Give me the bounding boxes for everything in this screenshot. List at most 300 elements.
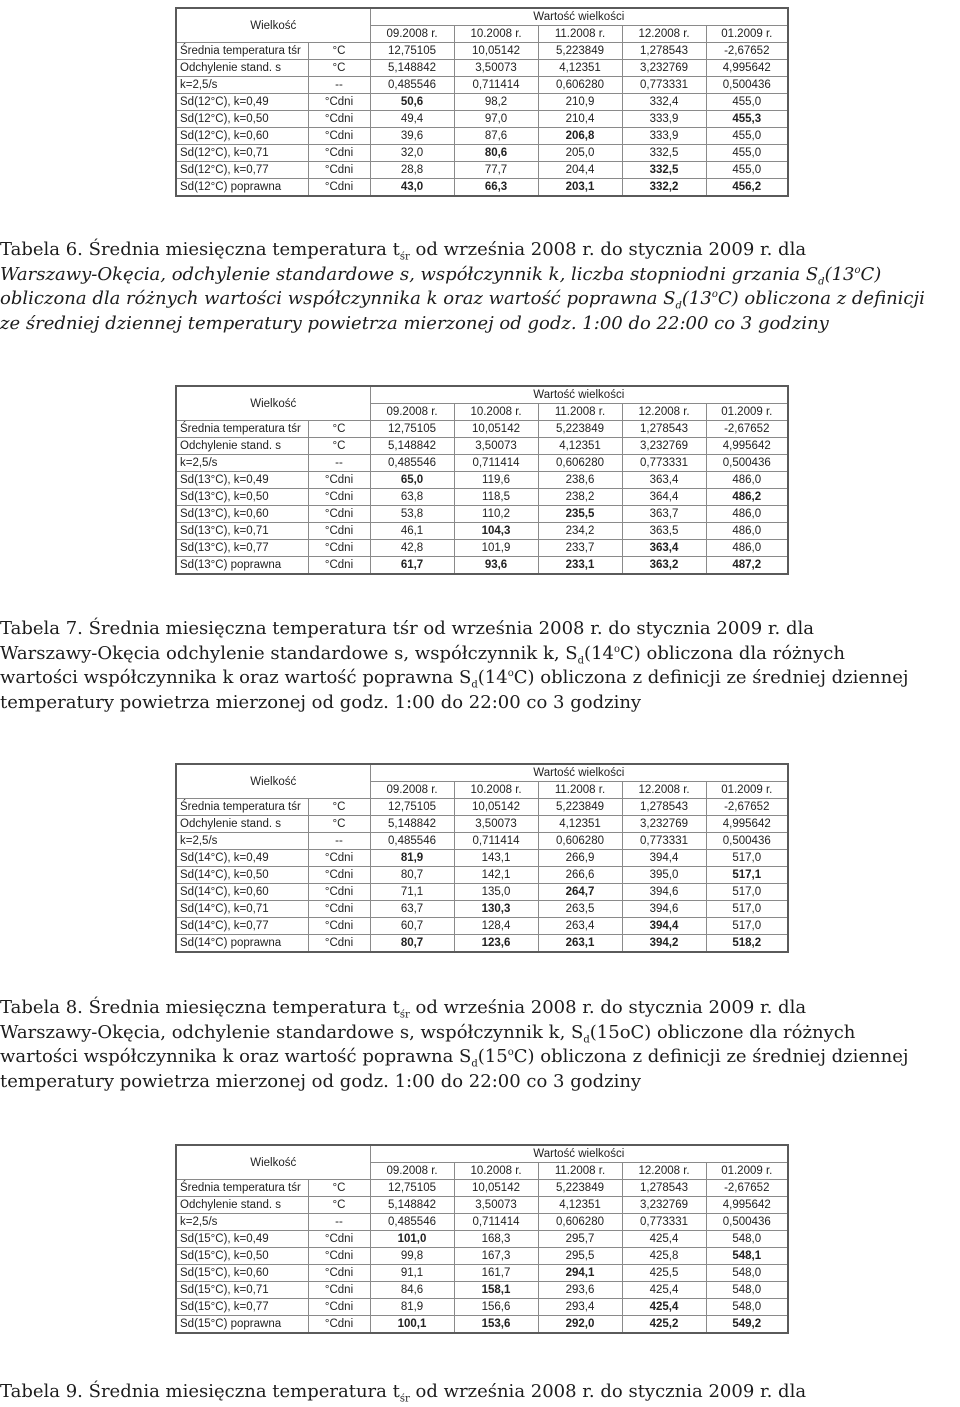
row-label: Średnia temperatura tśr — [176, 1180, 308, 1197]
table-row — [176, 850, 788, 867]
value-cell: 60,7 — [370, 918, 454, 935]
row-label: Sd(13°C), k=0,50 — [176, 489, 308, 506]
row-label: Sd(14°C), k=0,60 — [176, 884, 308, 901]
header-values: Wartość wielkości — [370, 8, 788, 26]
table-row — [176, 557, 788, 575]
row-label: Średnia temperatura tśr — [176, 799, 308, 816]
month-header: 11.2008 r. — [538, 26, 622, 43]
caption-text: (15oC) obliczone dla różnych — [589, 1021, 856, 1043]
value-cell: 98,2 — [454, 94, 538, 111]
value-cell: 4,12351 — [538, 816, 622, 833]
value-cell: 548,1 — [706, 1248, 788, 1265]
month-header: 12.2008 r. — [622, 1163, 706, 1180]
table-row — [176, 506, 788, 523]
value-cell: 4,12351 — [538, 438, 622, 455]
value-cell: 486,2 — [706, 489, 788, 506]
value-cell: 5,223849 — [538, 421, 622, 438]
value-cell: 363,7 — [622, 506, 706, 523]
row-unit: °Cdni — [308, 884, 370, 901]
table-row — [176, 179, 788, 197]
value-cell: 5,148842 — [370, 60, 454, 77]
value-cell: 486,0 — [706, 506, 788, 523]
value-cell: 5,223849 — [538, 1180, 622, 1197]
table-row — [176, 60, 788, 77]
caption-superscript: o — [613, 643, 621, 655]
value-cell: 332,2 — [622, 179, 706, 197]
value-cell: 455,0 — [706, 145, 788, 162]
value-cell: 455,3 — [706, 111, 788, 128]
value-cell: 293,4 — [538, 1299, 622, 1316]
value-cell: 0,773331 — [622, 77, 706, 94]
value-cell: 486,0 — [706, 472, 788, 489]
value-cell: 425,4 — [622, 1299, 706, 1316]
row-label: Odchylenie stand. s — [176, 816, 308, 833]
row-unit: °Cdni — [308, 111, 370, 128]
value-cell: 3,50073 — [454, 816, 538, 833]
month-header: 01.2009 r. — [706, 1163, 788, 1180]
value-cell: 455,0 — [706, 128, 788, 145]
value-cell: 205,0 — [538, 145, 622, 162]
value-cell: 363,4 — [622, 540, 706, 557]
row-unit: °C — [308, 438, 370, 455]
row-label: Sd(12°C), k=0,49 — [176, 94, 308, 111]
value-cell: 548,0 — [706, 1231, 788, 1248]
value-cell: 110,2 — [454, 506, 538, 523]
value-cell: 80,7 — [370, 935, 454, 953]
value-cell: 0,711414 — [454, 833, 538, 850]
month-header: 01.2009 r. — [706, 26, 788, 43]
value-cell: 4,995642 — [706, 816, 788, 833]
value-cell: 101,0 — [370, 1231, 454, 1248]
value-cell: 84,6 — [370, 1282, 454, 1299]
row-label: k=2,5/s — [176, 77, 308, 94]
row-unit: °Cdni — [308, 1299, 370, 1316]
caption-text: od września 2008 r. do stycznia 2009 r. dla — [409, 997, 807, 1018]
value-cell: 517,0 — [706, 850, 788, 867]
row-unit: °Cdni — [308, 145, 370, 162]
value-cell: 332,4 — [622, 94, 706, 111]
value-cell: 5,148842 — [370, 1197, 454, 1214]
caption-text: C) obliczona dla różnych — [620, 642, 845, 664]
value-cell: 1,278543 — [622, 1180, 706, 1197]
value-cell: 425,5 — [622, 1265, 706, 1282]
value-cell: 263,4 — [538, 918, 622, 935]
value-cell: 135,0 — [454, 884, 538, 901]
caption-text: C) obliczona z definicji — [717, 288, 925, 309]
caption-superscript: o — [711, 289, 718, 300]
caption-tabela-6 — [0, 238, 960, 336]
value-cell: 66,3 — [454, 179, 538, 197]
caption-subscript: śr — [399, 251, 410, 263]
value-cell: 0,485546 — [370, 77, 454, 94]
caption-text: wartości współczynnika k oraz wartość poprawna S — [0, 1046, 472, 1067]
value-cell: 363,2 — [622, 557, 706, 575]
value-cell: 210,9 — [538, 94, 622, 111]
row-unit: -- — [308, 833, 370, 850]
data-table — [175, 7, 789, 197]
row-unit: °Cdni — [308, 540, 370, 557]
value-cell: 0,711414 — [454, 77, 538, 94]
table-row — [176, 833, 788, 850]
value-cell: 0,773331 — [622, 833, 706, 850]
table-row — [176, 1299, 788, 1316]
caption-subscript: śr — [399, 1393, 410, 1405]
value-cell: 5,148842 — [370, 438, 454, 455]
value-cell: 486,0 — [706, 523, 788, 540]
value-cell: 425,2 — [622, 1316, 706, 1334]
value-cell: 425,4 — [622, 1282, 706, 1299]
caption-text: (15 — [477, 1046, 508, 1067]
value-cell: 0,485546 — [370, 833, 454, 850]
month-header: 09.2008 r. — [370, 26, 454, 43]
value-cell: 363,4 — [622, 472, 706, 489]
table-row — [176, 43, 788, 60]
table-row — [176, 1214, 788, 1231]
table-header-row — [176, 8, 788, 26]
row-label: Sd(12°C), k=0,71 — [176, 145, 308, 162]
value-cell: 364,4 — [622, 489, 706, 506]
value-cell: 123,6 — [454, 935, 538, 953]
row-unit: °Cdni — [308, 918, 370, 935]
value-cell: 394,6 — [622, 901, 706, 918]
caption-text: (14 — [584, 642, 614, 664]
value-cell: -2,67652 — [706, 43, 788, 60]
month-header: 10.2008 r. — [454, 782, 538, 799]
value-cell: 0,485546 — [370, 455, 454, 472]
table-header-row — [176, 1145, 788, 1163]
row-unit: °Cdni — [308, 1316, 370, 1334]
row-label: Sd(15°C), k=0,60 — [176, 1265, 308, 1282]
table-header-row — [176, 386, 788, 404]
caption-text: C) — [860, 263, 882, 285]
caption-text: Warszawy-Okęcia, odchylenie standardowe s, współczynnik k, liczba stopniodni grzania S — [0, 263, 819, 285]
row-unit: °C — [308, 1197, 370, 1214]
caption-text: Tabela 6. Średnia miesięczna temperatura t — [0, 239, 400, 260]
table-row — [176, 1197, 788, 1214]
row-label: Sd(14°C), k=0,71 — [176, 901, 308, 918]
value-cell: 425,8 — [622, 1248, 706, 1265]
value-cell: 0,500436 — [706, 1214, 788, 1231]
value-cell: 292,0 — [538, 1316, 622, 1334]
value-cell: 263,1 — [538, 935, 622, 953]
value-cell: 3,232769 — [622, 438, 706, 455]
value-cell: 517,0 — [706, 918, 788, 935]
table-row — [176, 935, 788, 953]
value-cell: 153,6 — [454, 1316, 538, 1334]
value-cell: 518,2 — [706, 935, 788, 953]
value-cell: 206,8 — [538, 128, 622, 145]
row-label: Sd(15°C), k=0,77 — [176, 1299, 308, 1316]
row-label: Sd(15°C), k=0,50 — [176, 1248, 308, 1265]
value-cell: 517,0 — [706, 901, 788, 918]
caption-subscript: d — [583, 1034, 590, 1046]
caption-text: wartości współczynnika k oraz wartość poprawna S — [0, 667, 472, 688]
value-cell: 266,9 — [538, 850, 622, 867]
month-header: 09.2008 r. — [370, 1163, 454, 1180]
row-label: Sd(14°C), k=0,50 — [176, 867, 308, 884]
month-header: 01.2009 r. — [706, 404, 788, 421]
value-cell: 93,6 — [454, 557, 538, 575]
value-cell: 156,6 — [454, 1299, 538, 1316]
value-cell: 266,6 — [538, 867, 622, 884]
header-values: Wartość wielkości — [370, 764, 788, 782]
caption-subscript: d — [818, 276, 825, 288]
row-unit: °Cdni — [308, 128, 370, 145]
value-cell: 5,223849 — [538, 43, 622, 60]
row-unit: °Cdni — [308, 901, 370, 918]
month-header: 10.2008 r. — [454, 26, 538, 43]
value-cell: 43,0 — [370, 179, 454, 197]
table-row — [176, 884, 788, 901]
header-quantity: Wielkość — [176, 1145, 370, 1180]
table-row — [176, 799, 788, 816]
table-row — [176, 1180, 788, 1197]
value-cell: 130,3 — [454, 901, 538, 918]
value-cell: 61,7 — [370, 557, 454, 575]
table-row — [176, 816, 788, 833]
value-cell: 142,1 — [454, 867, 538, 884]
value-cell: 549,2 — [706, 1316, 788, 1334]
row-label: Średnia temperatura tśr — [176, 421, 308, 438]
row-unit: °Cdni — [308, 179, 370, 197]
row-label: Sd(15°C), k=0,49 — [176, 1231, 308, 1248]
caption-text: od września 2008 r. do stycznia 2009 r. dla — [409, 1381, 807, 1402]
value-cell: 203,1 — [538, 179, 622, 197]
caption-subscript: d — [577, 655, 585, 667]
value-cell: 548,0 — [706, 1282, 788, 1299]
caption-subscript: d — [471, 1058, 478, 1070]
caption-text: Tabela 7. Średnia miesięczna temperatura tśr od września 2008 r. do stycznia 2009 r. dla — [0, 618, 814, 639]
month-header: 11.2008 r. — [538, 1163, 622, 1180]
row-label: Odchylenie stand. s — [176, 60, 308, 77]
table-row — [176, 1265, 788, 1282]
month-header: 12.2008 r. — [622, 404, 706, 421]
row-unit: °Cdni — [308, 523, 370, 540]
row-label: Sd(13°C), k=0,49 — [176, 472, 308, 489]
value-cell: 234,2 — [538, 523, 622, 540]
row-unit: °Cdni — [308, 94, 370, 111]
header-quantity: Wielkość — [176, 386, 370, 421]
table-row — [176, 1282, 788, 1299]
value-cell: 53,8 — [370, 506, 454, 523]
caption-text: (14 — [477, 667, 508, 688]
value-cell: 3,50073 — [454, 1197, 538, 1214]
row-unit: °C — [308, 1180, 370, 1197]
table-row — [176, 1248, 788, 1265]
value-cell: 0,606280 — [538, 77, 622, 94]
row-unit: °Cdni — [308, 1248, 370, 1265]
data-table — [175, 385, 789, 575]
caption-text: obliczona dla różnych wartości współczynnika k oraz wartość poprawna S — [0, 288, 676, 309]
value-cell: 168,3 — [454, 1231, 538, 1248]
caption-superscript: o — [507, 1047, 514, 1058]
table-row — [176, 901, 788, 918]
value-cell: 0,500436 — [706, 833, 788, 850]
value-cell: 42,8 — [370, 540, 454, 557]
value-cell: 0,606280 — [538, 455, 622, 472]
value-cell: 333,9 — [622, 111, 706, 128]
value-cell: 101,9 — [454, 540, 538, 557]
row-label: Sd(13°C) poprawna — [176, 557, 308, 575]
value-cell: 46,1 — [370, 523, 454, 540]
table-row — [176, 918, 788, 935]
row-unit: °Cdni — [308, 1282, 370, 1299]
table-row — [176, 455, 788, 472]
row-unit: °Cdni — [308, 162, 370, 179]
month-header: 01.2009 r. — [706, 782, 788, 799]
value-cell: 0,711414 — [454, 455, 538, 472]
month-header: 11.2008 r. — [538, 782, 622, 799]
row-label: Odchylenie stand. s — [176, 438, 308, 455]
value-cell: 394,2 — [622, 935, 706, 953]
value-cell: 394,6 — [622, 884, 706, 901]
value-cell: 395,0 — [622, 867, 706, 884]
value-cell: 167,3 — [454, 1248, 538, 1265]
caption-superscript: o — [507, 668, 514, 679]
value-cell: 158,1 — [454, 1282, 538, 1299]
row-unit: °Cdni — [308, 850, 370, 867]
value-cell: 161,7 — [454, 1265, 538, 1282]
caption-tabela-9 — [0, 1380, 960, 1405]
header-values: Wartość wielkości — [370, 386, 788, 404]
value-cell: 425,4 — [622, 1231, 706, 1248]
value-cell: 394,4 — [622, 918, 706, 935]
value-cell: 3,232769 — [622, 1197, 706, 1214]
value-cell: 235,5 — [538, 506, 622, 523]
value-cell: -2,67652 — [706, 799, 788, 816]
value-cell: 80,7 — [370, 867, 454, 884]
value-cell: 63,8 — [370, 489, 454, 506]
value-cell: 4,995642 — [706, 438, 788, 455]
value-cell: 10,05142 — [454, 799, 538, 816]
table-row — [176, 94, 788, 111]
table-row — [176, 128, 788, 145]
caption-text: temperatury powietrza mierzonej od godz. 1:00 do 22:00 co 3 godziny — [0, 1070, 642, 1092]
header-quantity: Wielkość — [176, 764, 370, 799]
value-cell: 1,278543 — [622, 421, 706, 438]
value-cell: 12,75105 — [370, 799, 454, 816]
caption-subscript: śr — [399, 1009, 410, 1021]
value-cell: 548,0 — [706, 1265, 788, 1282]
value-cell: -2,67652 — [706, 1180, 788, 1197]
caption-text: Tabela 9. Średnia miesięczna temperatura t — [0, 1381, 400, 1402]
caption-text: ze średniej dziennej temperatury powietrza mierzonej od godz. 1:00 do 22:00 co 3 godziny — [0, 312, 829, 334]
caption-superscript: o — [854, 264, 861, 276]
value-cell: 517,0 — [706, 884, 788, 901]
row-label: Sd(12°C), k=0,60 — [176, 128, 308, 145]
value-cell: 99,8 — [370, 1248, 454, 1265]
value-cell: 455,0 — [706, 94, 788, 111]
value-cell: 332,5 — [622, 162, 706, 179]
caption-text: C) obliczona z definicji ze średniej dziennej — [513, 1046, 909, 1067]
table-row — [176, 523, 788, 540]
row-label: Sd(15°C), k=0,71 — [176, 1282, 308, 1299]
table-row — [176, 111, 788, 128]
value-cell: 0,500436 — [706, 455, 788, 472]
caption-text: (13 — [824, 263, 855, 285]
data-table — [175, 763, 789, 953]
value-cell: 204,4 — [538, 162, 622, 179]
value-cell: 332,5 — [622, 145, 706, 162]
value-cell: 548,0 — [706, 1299, 788, 1316]
value-cell: 486,0 — [706, 540, 788, 557]
table-row — [176, 421, 788, 438]
value-cell: 333,9 — [622, 128, 706, 145]
table-header-row — [176, 764, 788, 782]
value-cell: 4,995642 — [706, 1197, 788, 1214]
value-cell: -2,67652 — [706, 421, 788, 438]
value-cell: 81,9 — [370, 850, 454, 867]
value-cell: 5,148842 — [370, 816, 454, 833]
value-cell: 97,0 — [454, 111, 538, 128]
value-cell: 394,4 — [622, 850, 706, 867]
value-cell: 294,1 — [538, 1265, 622, 1282]
table-row — [176, 1231, 788, 1248]
value-cell: 233,7 — [538, 540, 622, 557]
value-cell: 80,6 — [454, 145, 538, 162]
header-quantity: Wielkość — [176, 8, 370, 43]
value-cell: 49,4 — [370, 111, 454, 128]
month-header: 12.2008 r. — [622, 26, 706, 43]
value-cell: 77,7 — [454, 162, 538, 179]
row-label: k=2,5/s — [176, 1214, 308, 1231]
month-header: 09.2008 r. — [370, 782, 454, 799]
value-cell: 1,278543 — [622, 799, 706, 816]
row-unit: °C — [308, 799, 370, 816]
row-unit: -- — [308, 455, 370, 472]
table-row — [176, 438, 788, 455]
value-cell: 87,6 — [454, 128, 538, 145]
value-cell: 104,3 — [454, 523, 538, 540]
caption-tabela-8 — [0, 996, 960, 1094]
month-header: 12.2008 r. — [622, 782, 706, 799]
value-cell: 293,6 — [538, 1282, 622, 1299]
row-label: Sd(13°C), k=0,77 — [176, 540, 308, 557]
row-label: Sd(12°C) poprawna — [176, 179, 308, 197]
value-cell: 363,5 — [622, 523, 706, 540]
row-unit: °Cdni — [308, 867, 370, 884]
value-cell: 0,485546 — [370, 1214, 454, 1231]
row-label: Sd(15°C) poprawna — [176, 1316, 308, 1334]
value-cell: 3,232769 — [622, 816, 706, 833]
value-cell: 100,1 — [370, 1316, 454, 1334]
row-label: Odchylenie stand. s — [176, 1197, 308, 1214]
value-cell: 91,1 — [370, 1265, 454, 1282]
row-unit: -- — [308, 1214, 370, 1231]
value-cell: 263,5 — [538, 901, 622, 918]
value-cell: 4,995642 — [706, 60, 788, 77]
value-cell: 12,75105 — [370, 421, 454, 438]
row-unit: °C — [308, 43, 370, 60]
caption-text: C) obliczona z definicji ze średniej dziennej — [513, 667, 909, 688]
value-cell: 3,232769 — [622, 60, 706, 77]
value-cell: 28,8 — [370, 162, 454, 179]
value-cell: 12,75105 — [370, 43, 454, 60]
value-cell: 10,05142 — [454, 43, 538, 60]
caption-text: Warszawy-Okęcia, odchylenie standardowe s, współczynnik k, S — [0, 1021, 584, 1043]
table-row — [176, 540, 788, 557]
caption-tabela-7 — [0, 617, 960, 715]
row-label: Sd(12°C), k=0,77 — [176, 162, 308, 179]
row-label: Sd(13°C), k=0,71 — [176, 523, 308, 540]
table-row — [176, 867, 788, 884]
table-row — [176, 489, 788, 506]
row-label: k=2,5/s — [176, 455, 308, 472]
row-unit: -- — [308, 77, 370, 94]
value-cell: 143,1 — [454, 850, 538, 867]
value-cell: 456,2 — [706, 179, 788, 197]
value-cell: 65,0 — [370, 472, 454, 489]
